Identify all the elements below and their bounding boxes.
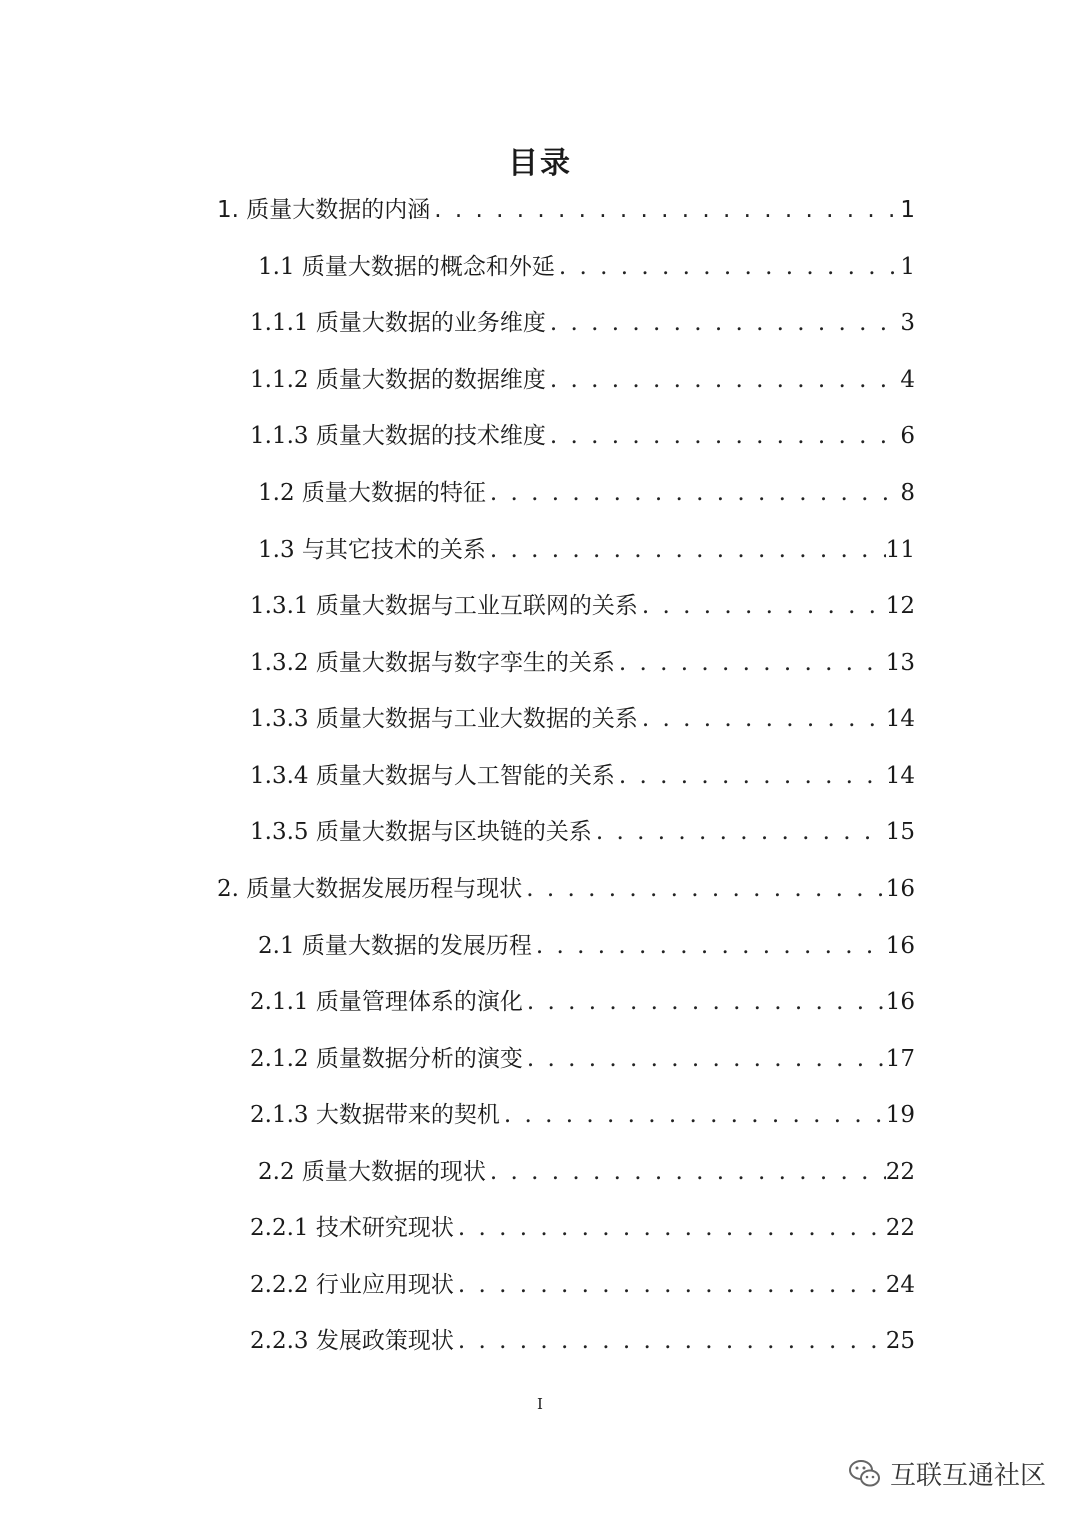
toc-entry-label: 2.2.3 发展政策现状 [250,1328,454,1354]
toc-entry-page: 11 [885,537,915,563]
toc-entry-label: 2.2.2 行业应用现状 [250,1272,454,1298]
watermark [848,1455,1046,1492]
toc-leader-dots [638,586,886,626]
toc-entry-label: 1.1.3 质量大数据的技术维度 [250,423,546,449]
toc-entry-label: 1.3.1 质量大数据与工业互联网的关系 [250,593,638,619]
toc-entry-label: 1.3.3 质量大数据与工业大数据的关系 [250,706,638,732]
toc-entry-page: 16 [885,933,915,959]
toc-entry-label: 2.1 质量大数据的发展历程 [258,933,532,959]
toc-leader-dots [523,982,886,1022]
toc-entry[interactable] [250,812,915,852]
toc-entry-page: 8 [900,480,915,506]
toc-entry[interactable] [217,869,915,909]
toc-leader-dots [500,1095,886,1135]
toc-entry[interactable] [250,643,915,683]
toc-entry-page: 24 [885,1272,915,1298]
toc-entry[interactable] [258,247,915,287]
toc-leader-dots [532,926,886,966]
toc-leader-dots [615,643,886,683]
toc-leader-dots [522,869,885,909]
page-number-footer: I [537,1395,543,1413]
toc-entry[interactable] [250,1321,915,1361]
wechat-icon [848,1457,882,1491]
toc-entry-page: 22 [885,1159,915,1185]
toc-entry[interactable] [258,1152,915,1192]
toc-entry-page: 16 [885,876,915,902]
toc-entry[interactable] [250,360,915,400]
toc-entry[interactable] [250,1039,915,1079]
toc-entry-page: 14 [885,763,915,789]
toc-entry-page: 14 [885,706,915,732]
toc-entry[interactable] [250,1095,915,1135]
toc-entry[interactable] [217,190,915,230]
toc-leader-dots [454,1208,886,1248]
toc-leader-dots [546,303,901,343]
toc-leader-dots [454,1321,886,1361]
toc-leader-dots [486,1152,886,1192]
toc-entry-page: 15 [885,819,915,845]
watermark-text: 互联互通社区 [889,1461,1046,1491]
toc-entry[interactable] [250,699,915,739]
toc-leader-dots [638,699,886,739]
toc-leader-dots [592,812,886,852]
toc-leader-dots [546,416,901,456]
toc-entry-page: 13 [885,650,915,676]
toc-entry-page: 16 [885,989,915,1015]
toc-entry-label: 1.3.5 质量大数据与区块链的关系 [250,819,592,845]
toc-entry-page: 1 [900,197,915,223]
toc-entry[interactable] [250,586,915,626]
toc-entry[interactable] [258,530,915,570]
toc-leader-dots [454,1265,886,1305]
toc-leader-dots [615,756,886,796]
toc-entry-page: 4 [900,367,915,393]
toc-entry[interactable] [250,416,915,456]
toc-entry[interactable] [258,473,915,513]
toc-entry-label: 1.1.1 质量大数据的业务维度 [250,310,546,336]
toc-entry[interactable] [250,1208,915,1248]
toc-entry-label: 1.2 质量大数据的特征 [258,480,486,506]
toc-leader-dots [555,247,900,287]
toc-entry-page: 25 [885,1328,915,1354]
toc-entry-label: 2.2 质量大数据的现状 [258,1159,486,1185]
page-title: 目录 [508,146,572,181]
toc-entry-page: 17 [885,1046,915,1072]
toc-entry-page: 6 [900,423,915,449]
toc-entry-label: 1. 质量大数据的内涵 [217,197,431,223]
toc-entry-page: 3 [900,310,915,336]
toc-entry[interactable] [258,926,915,966]
toc-leader-dots [486,530,886,570]
toc-entry-label: 1.3.2 质量大数据与数字孪生的关系 [250,650,615,676]
toc-entry-label: 2.1.3 大数据带来的契机 [250,1102,500,1128]
toc-entry[interactable] [250,982,915,1022]
toc-entry-page: 19 [885,1102,915,1128]
toc-leader-dots [523,1039,886,1079]
toc-entry-label: 2.2.1 技术研究现状 [250,1215,454,1241]
toc-entry-page: 12 [885,593,915,619]
toc-leader-dots [486,473,900,513]
toc-entry-page: 22 [885,1215,915,1241]
toc-entry-label: 1.1 质量大数据的概念和外延 [258,254,555,280]
toc-leader-dots [430,190,900,230]
toc-entry[interactable] [250,1265,915,1305]
toc-leader-dots [546,360,901,400]
toc-entry[interactable] [250,756,915,796]
toc-entry-label: 1.3.4 质量大数据与人工智能的关系 [250,763,615,789]
toc-entry-page: 1 [900,254,915,280]
toc-entry-label: 1.1.2 质量大数据的数据维度 [250,367,546,393]
toc-entry-label: 2.1.2 质量数据分析的演变 [250,1046,523,1072]
toc-entry[interactable] [250,303,915,343]
toc-entry-label: 1.3 与其它技术的关系 [258,537,486,563]
toc-entry-label: 2.1.1 质量管理体系的演化 [250,989,523,1015]
toc-entry-label: 2. 质量大数据发展历程与现状 [217,876,523,902]
